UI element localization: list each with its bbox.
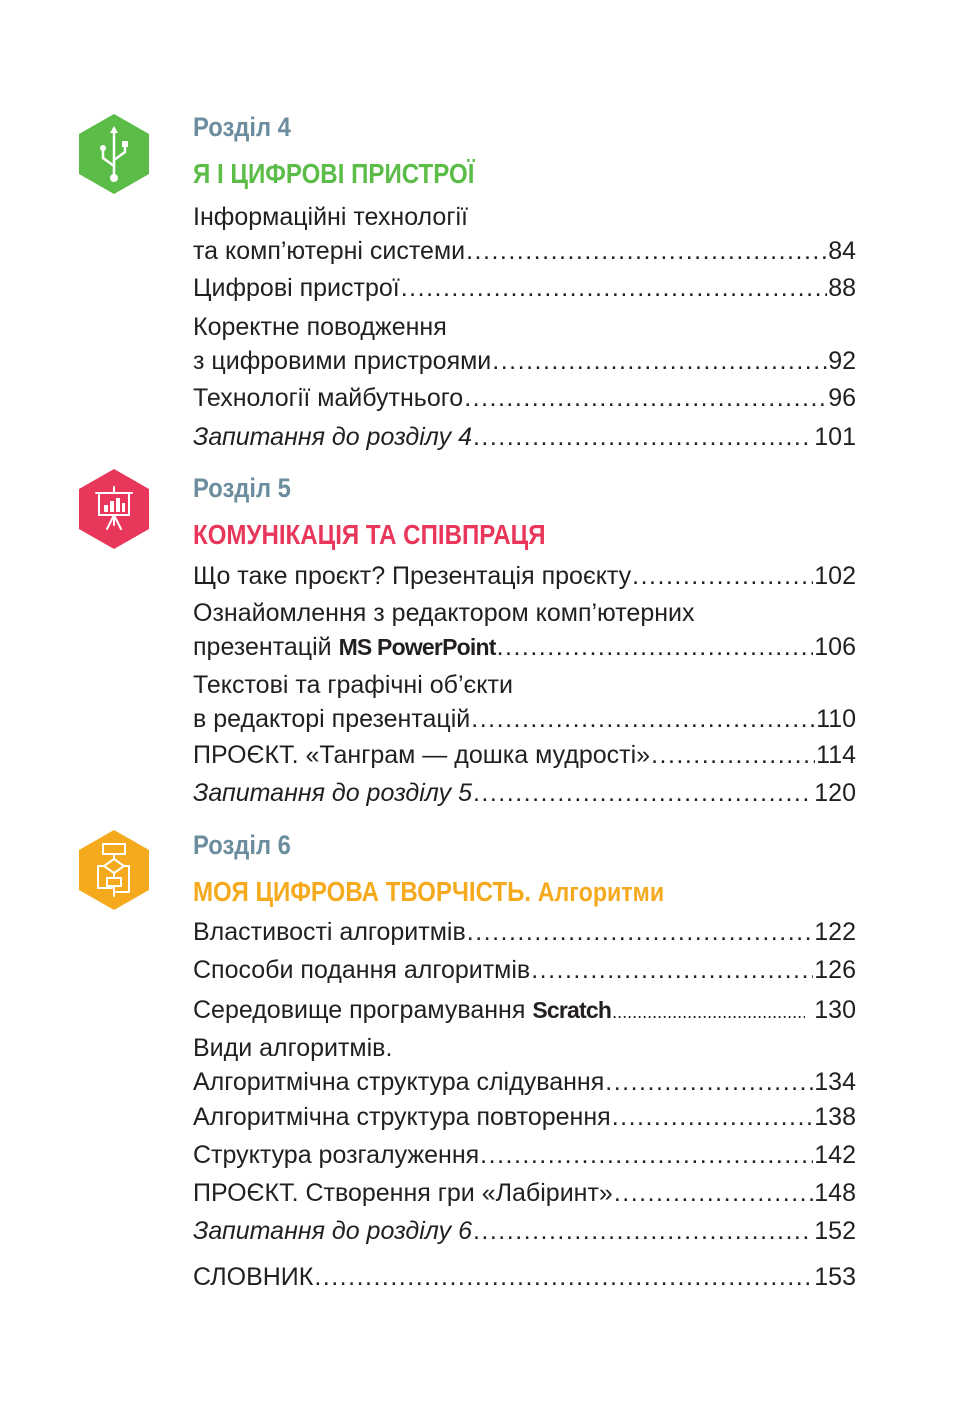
entry-line — [193, 420, 856, 454]
entry-title: Запитання до розділу 4 — [193, 423, 472, 451]
toc-entry[interactable] — [193, 1031, 856, 1099]
leader-dots — [473, 420, 813, 454]
toc-entry[interactable] — [193, 993, 856, 1027]
entry-title-cont: в редакторі презентацій — [193, 705, 471, 733]
entry-title: Структура розгалуження — [193, 1141, 480, 1169]
page-number: 152 — [814, 1217, 856, 1245]
entry-title: Алгоритмічна структура повторення — [193, 1103, 611, 1131]
leader-dots — [612, 995, 805, 1029]
entry-title-cont: Алгоритмічна структура слідування — [193, 1068, 605, 1096]
entry-title: Властивості алгоритмів — [193, 918, 466, 946]
entry-title-cont: та комп’ютерні системи — [193, 237, 466, 265]
entry-title: Що таке проєкт? Презентація проєкту — [193, 562, 632, 590]
page-number: 126 — [814, 956, 856, 984]
entry-line — [193, 381, 856, 415]
leader-dots — [480, 1138, 813, 1172]
entry-line — [193, 953, 856, 987]
leader-dots — [464, 381, 827, 415]
page-number: 106 — [814, 633, 856, 661]
toc-entry[interactable] — [193, 668, 856, 736]
section-title: Я І ЦИФРОВІ ПРИСТРОЇ — [193, 158, 475, 189]
entry-title: Технології майбутнього — [193, 384, 464, 412]
leader-dots — [531, 953, 813, 987]
entry-line — [193, 915, 856, 949]
toc-entry[interactable] — [193, 1176, 856, 1210]
entry-line — [193, 271, 856, 305]
leader-dots — [314, 1260, 813, 1294]
page-number: 102 — [814, 562, 856, 590]
entry-line — [193, 1100, 856, 1134]
toc-entry[interactable] — [193, 271, 856, 305]
flowchart-icon — [79, 830, 149, 910]
section-title-main: МОЯ ЦИФРОВА ТВОРЧІСТЬ. — [193, 876, 532, 907]
leader-dots — [466, 234, 827, 268]
entry-line — [193, 1176, 856, 1210]
leader-dots — [605, 1065, 813, 1099]
page-number: 153 — [814, 1263, 856, 1291]
leader-dots — [497, 630, 814, 664]
entry-title: Способи подання алгоритмів — [193, 956, 531, 984]
section-title — [193, 876, 664, 908]
section-label: Розділ 5 — [193, 473, 291, 503]
entry-title: ПРОЄКТ. Створення гри «Лабіринт» — [193, 1179, 613, 1207]
entry-line — [193, 310, 856, 344]
page-number: 122 — [814, 918, 856, 946]
section-title-sub: Алгоритми — [537, 877, 665, 907]
entry-line — [193, 596, 856, 630]
entry-title: Ознайомлення з редактором комп’ютерних — [193, 599, 695, 627]
page-number: 134 — [814, 1068, 856, 1096]
leader-dots — [651, 738, 815, 772]
page-number: 84 — [828, 237, 856, 265]
page-number: 138 — [814, 1103, 856, 1131]
app-name: MS PowerPoint — [338, 634, 496, 660]
entry-title: ПРОЄКТ. «Танграм — дошка мудрості» — [193, 741, 651, 769]
entry-title: Цифрові пристрої — [193, 274, 400, 302]
page-number: 142 — [814, 1141, 856, 1169]
page-number: 148 — [814, 1179, 856, 1207]
toc-entry[interactable] — [193, 596, 856, 664]
page-number: 101 — [814, 423, 856, 451]
presentation-board-icon — [79, 469, 149, 549]
page-number: 96 — [828, 384, 856, 412]
leader-dots — [492, 344, 827, 378]
toc-entry[interactable] — [193, 559, 856, 593]
leader-dots — [473, 776, 813, 810]
leader-dots — [471, 702, 815, 736]
page-number: 88 — [828, 274, 856, 302]
entry-line — [193, 1260, 856, 1294]
entry-title: Запитання до розділу 6 — [193, 1217, 472, 1245]
toc-entry[interactable] — [193, 200, 856, 268]
leader-dots — [467, 915, 814, 949]
entry-line — [193, 702, 856, 736]
glossary-title: СЛОВНИК — [193, 1263, 314, 1291]
entry-title: Текстові та графічні об’єкти — [193, 671, 513, 699]
toc-entry[interactable] — [193, 776, 856, 810]
entry-line — [193, 234, 856, 268]
entry-line — [193, 738, 856, 772]
entry-title — [193, 993, 611, 1027]
entry-line — [193, 1031, 856, 1065]
toc-entry[interactable] — [193, 310, 856, 378]
toc-entry[interactable] — [193, 953, 856, 987]
entry-title: Види алгоритмів. — [193, 1034, 393, 1062]
toc-entry[interactable] — [193, 381, 856, 415]
page-number: 114 — [816, 741, 856, 769]
toc-entry[interactable] — [193, 738, 856, 772]
page-number: 92 — [828, 347, 856, 375]
leader-dots — [473, 1214, 813, 1248]
entry-line — [193, 344, 856, 378]
toc-entry[interactable] — [193, 915, 856, 949]
toc-entry[interactable] — [193, 420, 856, 454]
leader-dots — [401, 271, 827, 305]
page-number: 120 — [814, 779, 856, 807]
entry-text: презентацій — [193, 633, 332, 661]
entry-line — [193, 993, 856, 1027]
toc-entry[interactable] — [193, 1214, 856, 1248]
usb-icon — [79, 114, 149, 194]
toc-entry[interactable] — [193, 1100, 856, 1134]
entry-title: Запитання до розділу 5 — [193, 779, 472, 807]
entry-line — [193, 1138, 856, 1172]
glossary-entry[interactable] — [193, 1260, 856, 1294]
entry-title-cont: з цифровими пристроями — [193, 347, 492, 375]
entry-line — [193, 630, 856, 664]
section-title: КОМУНІКАЦІЯ ТА СПІВПРАЦЯ — [193, 519, 546, 550]
section-label: Розділ 6 — [193, 830, 291, 860]
entry-line — [193, 1214, 856, 1248]
page-number: 110 — [816, 705, 856, 733]
entry-line — [193, 200, 856, 234]
entry-text: Середовище програмування — [193, 996, 526, 1024]
entry-title: Інформаційні технології — [193, 203, 468, 231]
leader-dots — [632, 559, 813, 593]
entry-line — [193, 1065, 856, 1099]
entry-line — [193, 559, 856, 593]
leader-dots — [614, 1176, 813, 1210]
entry-title: Коректне поводження — [193, 313, 447, 341]
toc-entry[interactable] — [193, 1138, 856, 1172]
entry-title-cont — [193, 630, 496, 664]
app-name: Scratch — [532, 997, 612, 1023]
entry-line — [193, 776, 856, 810]
section-label: Розділ 4 — [193, 112, 291, 142]
page-number: 130 — [814, 996, 856, 1024]
entry-line — [193, 668, 856, 702]
leader-dots — [612, 1100, 814, 1134]
